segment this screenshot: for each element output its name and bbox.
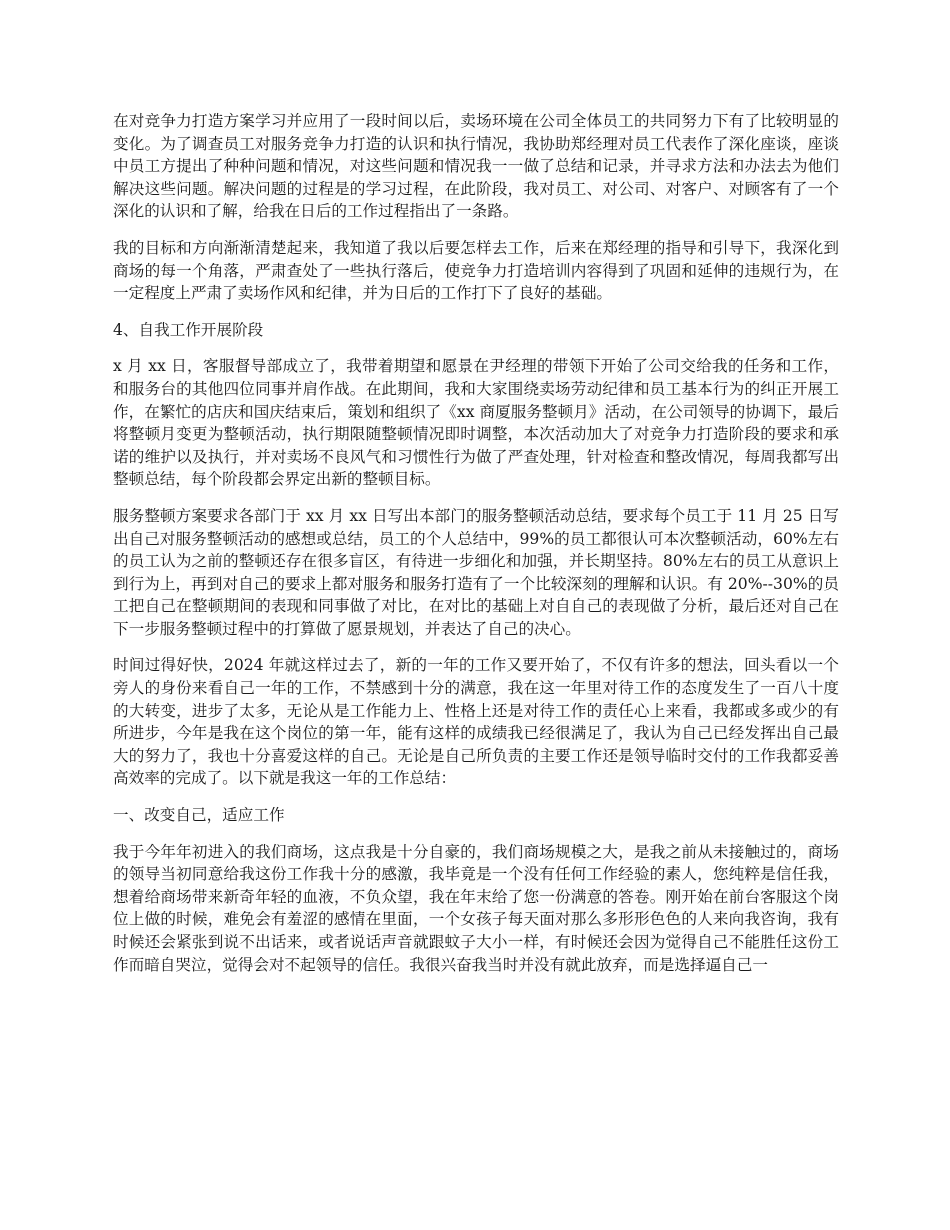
section-heading-adapt: 一、改变自己，适应工作	[113, 806, 285, 825]
paragraph-competitiveness-study: 在对竞争力打造方案学习并应用了一段时间以后，卖场环境在公司全体员工的共同努力下有了比较明显的变化。为了调查员工对服务竞争力打造的认识和执行情况，我协助郑经理对员工代表作了深化座谈，座谈中员工方提出了种种问题和情况，对这些问题和情况我一一做了总结和记录，并寻求方法和办法去为他们解决这些问题。解决问题的过程是的学习过程，在此阶段，我对员工、对公司、对客户、对顾客有了一个深化的认识和了解，给我在日后的工作过程指出了一条路。	[113, 112, 839, 221]
paragraph-year-review: 时间过得好快，2024 年就这样过去了，新的一年的工作又要开始了，不仅有许多的想法，回头看以一个旁人的身份来看自己一年的工作，不禁感到十分的满意，我在这一年里对待工作的态度发生了一百八十度的大转变，进步了太多，无论从是工作能力上、性格上还是对待工作的责任心上来看，我都或多或少的有所进步，今年是我在这个岗位的第一年，能有这样的成绩我已经很满足了，我认为自己已经发挥出自己最大的努力了，我也十分喜爱这样的自己。无论是自己所负责的主要工作还是领导临时交付的工作我都妥善高效率的完成了。以下就是我这一年的工作总结：	[113, 656, 839, 788]
paragraph-joining-mall: 我于今年年初进入的我们商场，这点我是十分自豪的，我们商场规模之大，是我之前从未接触过的，商场的领导当初同意给我这份工作我十分的感激，我毕竟是一个没有任何工作经验的素人，您纯粹是信任我，想着给商场带来新奇年轻的血液，不负众望，我在年末给了您一份满意的答卷。刚开始在前台客服这个岗位上做的时候，难免会有羞涩的感情在里面，一个女孩子每天面对那么多形形色色的人来向我咨询，我有时候还会紧张到说不出话来，或者说话声音就跟蚊子大小一样，有时候还会因为觉得自己不能胜任这份工作而暗自哭泣，觉得会对不起领导的信任。我很兴奋我当时并没有就此放弃，而是选择逼自己一	[113, 842, 839, 974]
paragraph-goals-direction: 我的目标和方向渐渐清楚起来，我知道了我以后要怎样去工作，后来在郑经理的指导和引导下，我深化到商场的每一个角落，严肃查处了一些执行落后，使竞争力打造培训内容得到了巩固和延伸的违规行为，在一定程度上严肃了卖场作风和纪律，并为日后的工作打下了良好的基础。	[113, 238, 839, 303]
paragraph-rectification-plan: 服务整顿方案要求各部门于 xx 月 xx 日写出本部门的服务整顿活动总结，要求每个员工于 11 月 25 日写出自己对服务整顿活动的感想或总结，员工的个人总结中，99%的员工都很认可本次整顿活动，60%左右的员工认为之前的整顿还存在很多盲区，有待进一步细化和加强，并长期坚持。80%左右的员工从意识上到行为上，再到对自己的要求上都对服务和服务打造有了一个比较深刻的理解和认识。有 20%--30%的员工把自己在整顿期间的表现和同事做了对比，在对比的基础上对自自己的表现做了分析，最后还对自己在下一步服务整顿过程中的打算做了愿景规划，并表达了自己的决心。	[113, 506, 839, 638]
section-heading-self-work: 4、自我工作开展阶段	[113, 320, 264, 339]
document-body	[113, 110, 839, 990]
paragraph-supervision-department: x 月 xx 日，客服督导部成立了，我带着期望和愿景在尹经理的带领下开始了公司交给我的任务和工作，和服务台的其他四位同事并肩作战。在此期间，我和大家围绕卖场劳动纪律和员工基本行为的纠正开展工作，在繁忙的店庆和国庆结束后，策划和组织了《xx 商厦服务整顿月》活动，在公司领导的协调下，最后将整顿月变更为整顿活动，执行期限随整顿情况即时调整，本次活动加大了对竞争力打造阶段的要求和承诺的维护以及执行，并对卖场不良风气和习惯性行为做了严查处理，针对检查和整改情况，每周我都写出整顿总结，每个阶段都会界定出新的整顿目标。	[113, 357, 839, 489]
